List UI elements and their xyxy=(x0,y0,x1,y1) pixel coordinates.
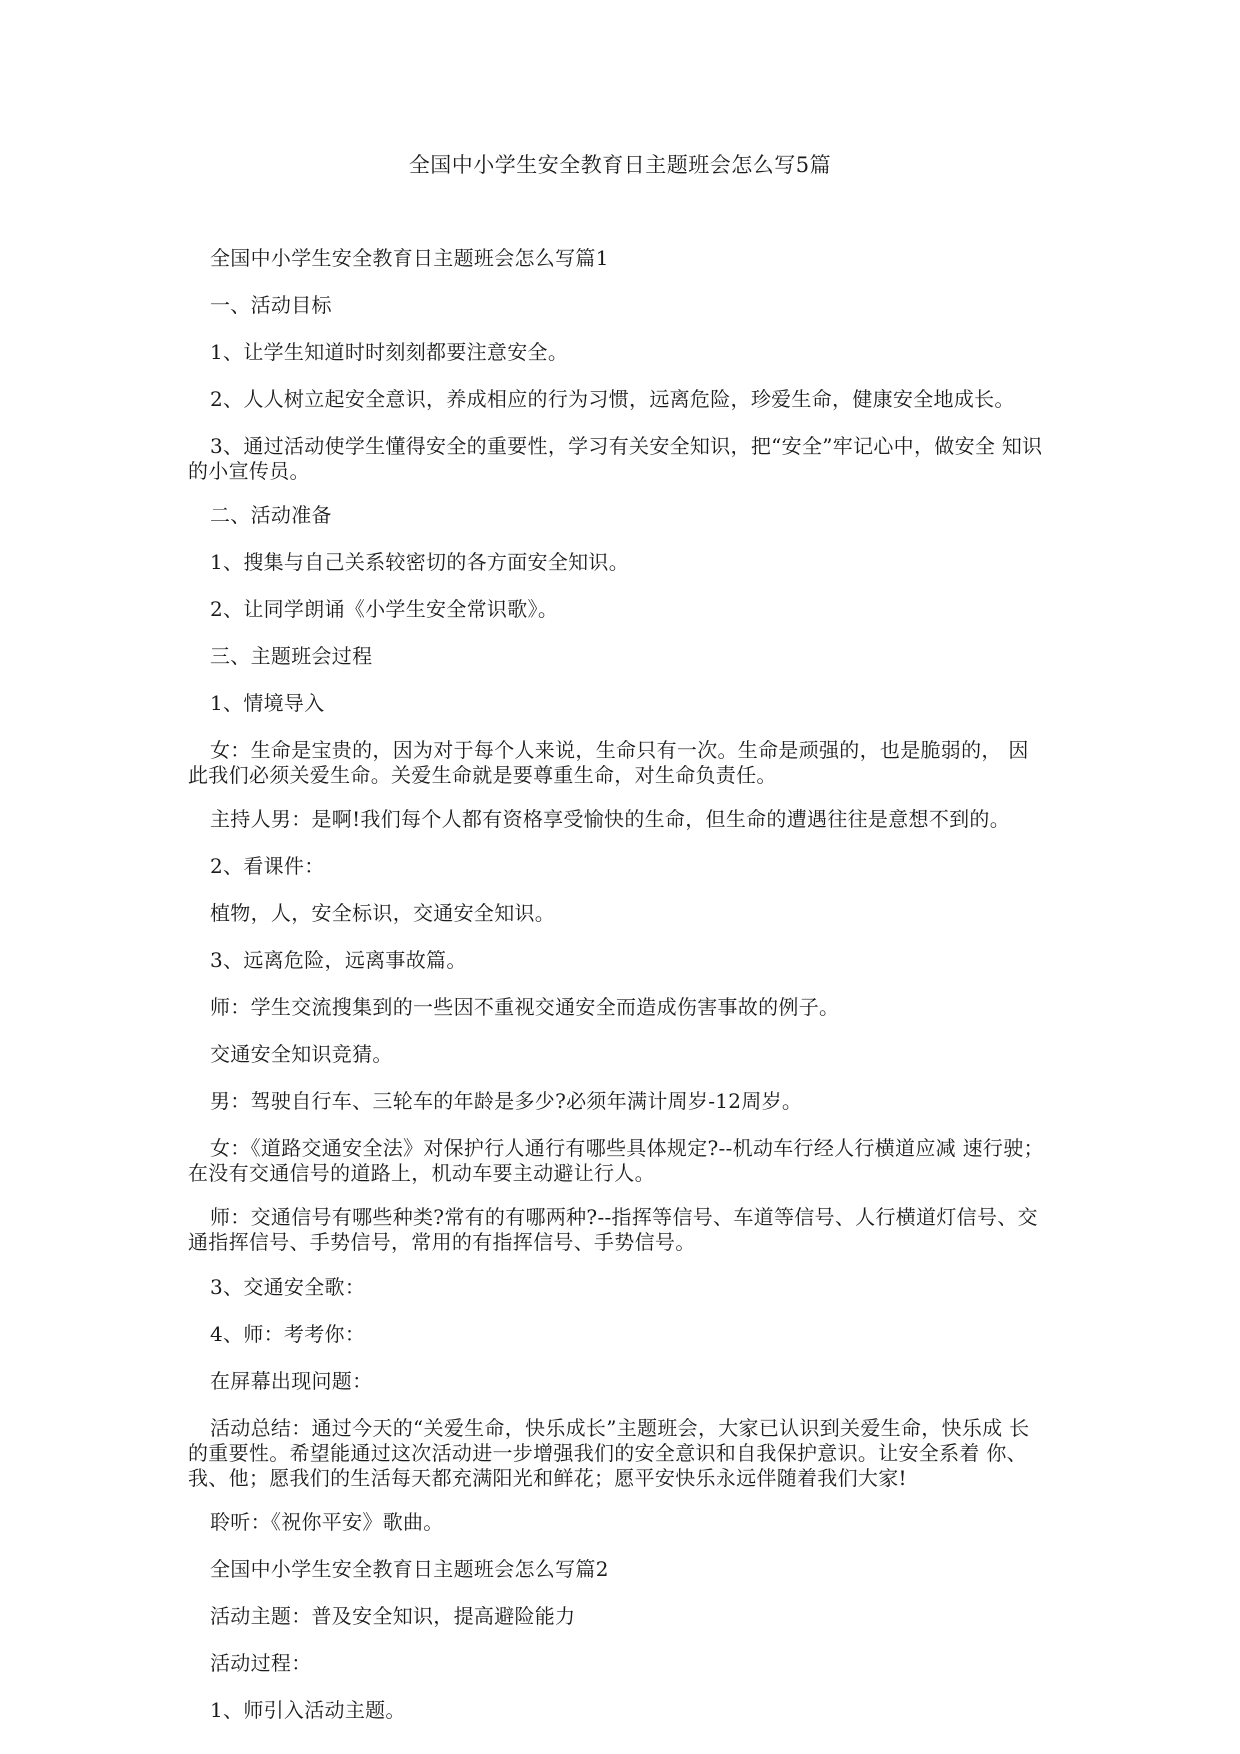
body-paragraph: 活动主题：普及安全知识，提高避险能力 xyxy=(210,1604,576,1628)
document-body xyxy=(188,246,1048,1723)
section-heading: 三、主题班会过程 xyxy=(210,644,373,668)
body-paragraph: 聆听：《祝你平安》歌曲。 xyxy=(210,1510,444,1534)
body-paragraph: 1、情境导入 xyxy=(210,691,325,715)
body-paragraph: 4、师：考考你： xyxy=(210,1322,366,1346)
section-heading-part-1: 全国中小学生安全教育日主题班会怎么写篇1 xyxy=(210,246,609,270)
body-paragraph: 3、远离危险，远离事故篇。 xyxy=(210,948,467,972)
body-paragraph: 女：生命是宝贵的，因为对于每个人来说，生命只有一次。生命是顽强的，也是脆弱的， 因此我们必须关爱生命。关爱生命就是要尊重生命，对生命负责任。 xyxy=(188,738,1029,787)
body-paragraph: 活动过程： xyxy=(210,1651,312,1675)
body-paragraph: 女：《道路交通安全法》对保护行人通行有哪些具体规定?--机动车行经人行横道应减 速行驶；在没有交通信号的道路上，机动车要主动避让行人。 xyxy=(188,1136,1044,1185)
body-paragraph: 活动总结：通过今天的“关爱生命，快乐成长”主题班会，大家已认识到关爱生命，快乐成 长的重要性。希望能通过这次活动进一步增强我们的安全意识和自我保护意识。让安全系着 你、我、他；愿我们的生活每天都充满阳光和鲜花；愿平安快乐永远伴随着我们大家! xyxy=(188,1416,1030,1490)
body-paragraph: 主持人男：是啊!我们每个人都有资格享受愉快的生命，但生命的遭遇往往是意想不到的。 xyxy=(210,807,1011,831)
section-heading: 二、活动准备 xyxy=(210,503,332,527)
body-paragraph: 师：交通信号有哪些种类?常有的有哪两种?--指挥等信号、车道等信号、人行横道灯信号、交通指挥信号、手势信号，常用的有指挥信号、手势信号。 xyxy=(188,1205,1038,1254)
body-paragraph: 2、人人树立起安全意识，养成相应的行为习惯，远离危险，珍爱生命，健康安全地成长。 xyxy=(210,387,1015,411)
body-paragraph: 交通安全知识竞猜。 xyxy=(210,1042,393,1066)
body-paragraph: 植物，人，安全标识，交通安全知识。 xyxy=(210,901,556,925)
body-paragraph: 3、通过活动使学生懂得安全的重要性，学习有关安全知识，把“安全”牢记心中，做安全 知识的小宣传员。 xyxy=(188,434,1043,483)
body-paragraph: 1、让学生知道时时刻刻都要注意安全。 xyxy=(210,340,569,364)
body-paragraph: 1、搜集与自己关系较密切的各方面安全知识。 xyxy=(210,550,630,574)
body-paragraph: 2、让同学朗诵《小学生安全常识歌》。 xyxy=(210,597,559,621)
body-paragraph: 3、交通安全歌： xyxy=(210,1275,366,1299)
body-paragraph: 师：学生交流搜集到的一些因不重视交通安全而造成伤害事故的例子。 xyxy=(210,995,840,1019)
body-paragraph: 1、师引入活动主题。 xyxy=(210,1698,406,1722)
document-title: 全国中小学生安全教育日主题班会怎么写5篇 xyxy=(408,153,832,177)
section-heading-part-2: 全国中小学生安全教育日主题班会怎么写篇2 xyxy=(210,1557,609,1581)
section-heading: 一、活动目标 xyxy=(210,293,332,317)
body-paragraph: 在屏幕出现问题： xyxy=(210,1369,373,1393)
body-paragraph: 2、看课件： xyxy=(210,854,325,878)
body-paragraph: 男：驾驶自行车、三轮车的年龄是多少?必须年满计周岁-12周岁。 xyxy=(210,1089,803,1113)
